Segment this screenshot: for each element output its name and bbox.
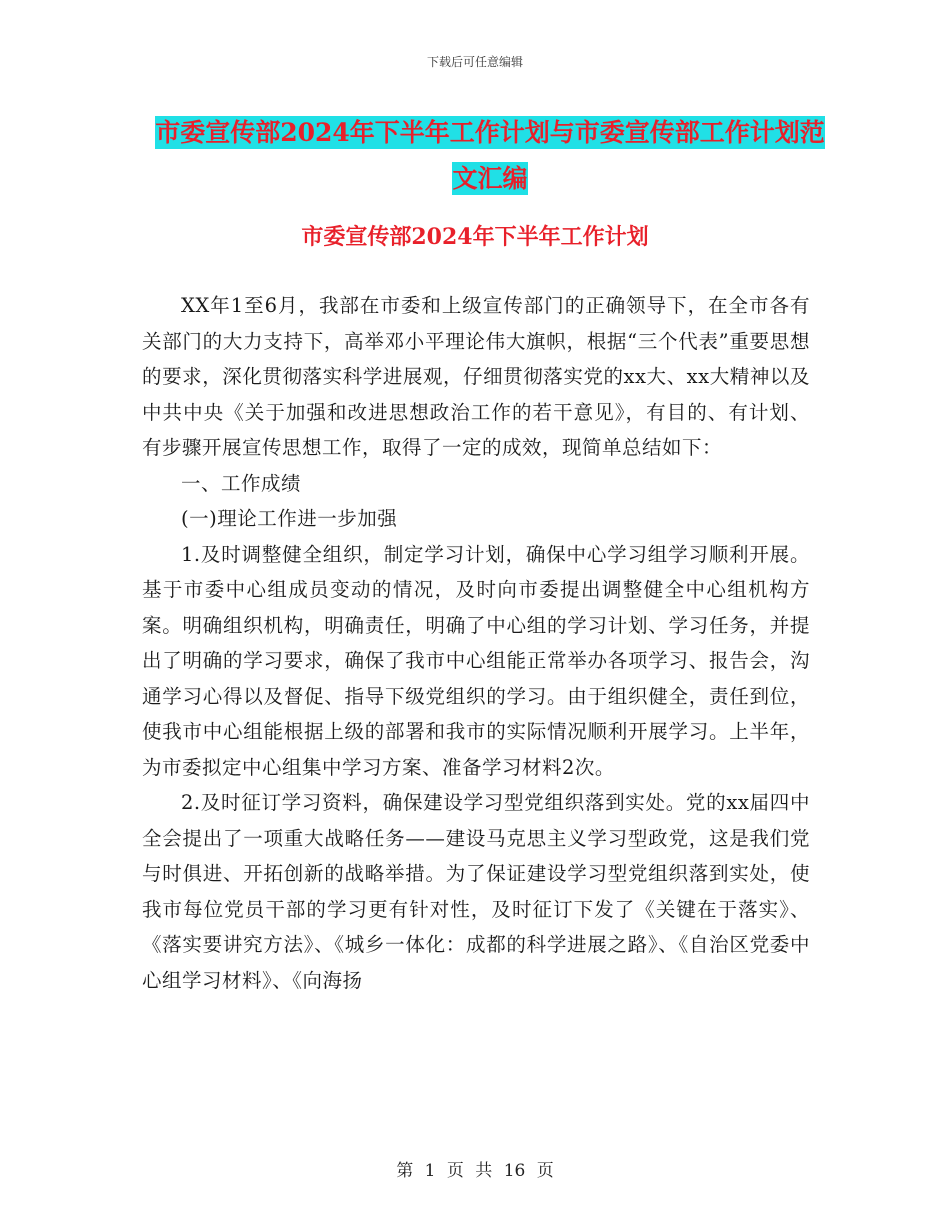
document-title-text: 市委宣传部2024年下半年工作计划与市委宣传部工作计划范文汇编 [155, 118, 825, 193]
section-title: 市委宣传部2024年下半年工作计划 [301, 224, 649, 250]
paragraph-intro: XX年1至6月，我部在市委和上级宣传部门的正确领导下，在全市各有关部门的大力支持下，高举邓小平理论伟大旗帜，根据“三个代表”重要思想的要求，深化贯彻落实科学进展观，仔细贯彻落实党的xx大、xx大精神以及中共中央《关于加强和改进思想政治工作的若干意见》，有目的、有计划、有步骤开展宣传思想工作，取得了一定的成效，现简单总结如下： [142, 294, 810, 459]
paragraph-item-1: 1.及时调整健全组织，制定学习计划，确保中心学习组学习顺利开展。基于市委中心组成员变动的情况，及时向市委提出调整健全中心组机构方案。明确组织机构，明确责任，明确了中心组的学习计划、学习任务，并提出了明确的学习要求，确保了我市中心组能正常举办各项学习、报告会，沟通学习心得以及督促、指导下级党组织的学习。由于组织健全，责任到位，使我市中心组能根据上级的部署和我市的实际情况顺利开展学习。上半年，为市委拟定中心组集中学习方案、准备学习材料2次。 [142, 542, 810, 779]
paragraph-item-2: 2.及时征订学习资料，确保建设学习型党组织落到实处。党的xx届四中全会提出了一项重大战略任务——建设马克思主义学习型政党，这是我们党与时俱进、开拓创新的战略举措。为了保证建设学习型党组织落到实处，使我市每位党员干部的学习更有针对性，及时征订下发了《关键在于落实》、《落实要讲究方法》、《城乡一体化：成都的科学进展之路》、《自治区党委中心组学习材料》、《向海扬 [142, 791, 810, 992]
header-note: 下载后可任意编辑 [426, 55, 523, 69]
heading-achievements: 一、工作成绩 [181, 471, 302, 495]
subheading-theory-work: (一)理论工作进一步加强 [181, 507, 398, 530]
page-footer: 第 1 页 共 16 页 [396, 1161, 554, 1181]
document-body [142, 288, 810, 998]
document-title [150, 110, 830, 202]
